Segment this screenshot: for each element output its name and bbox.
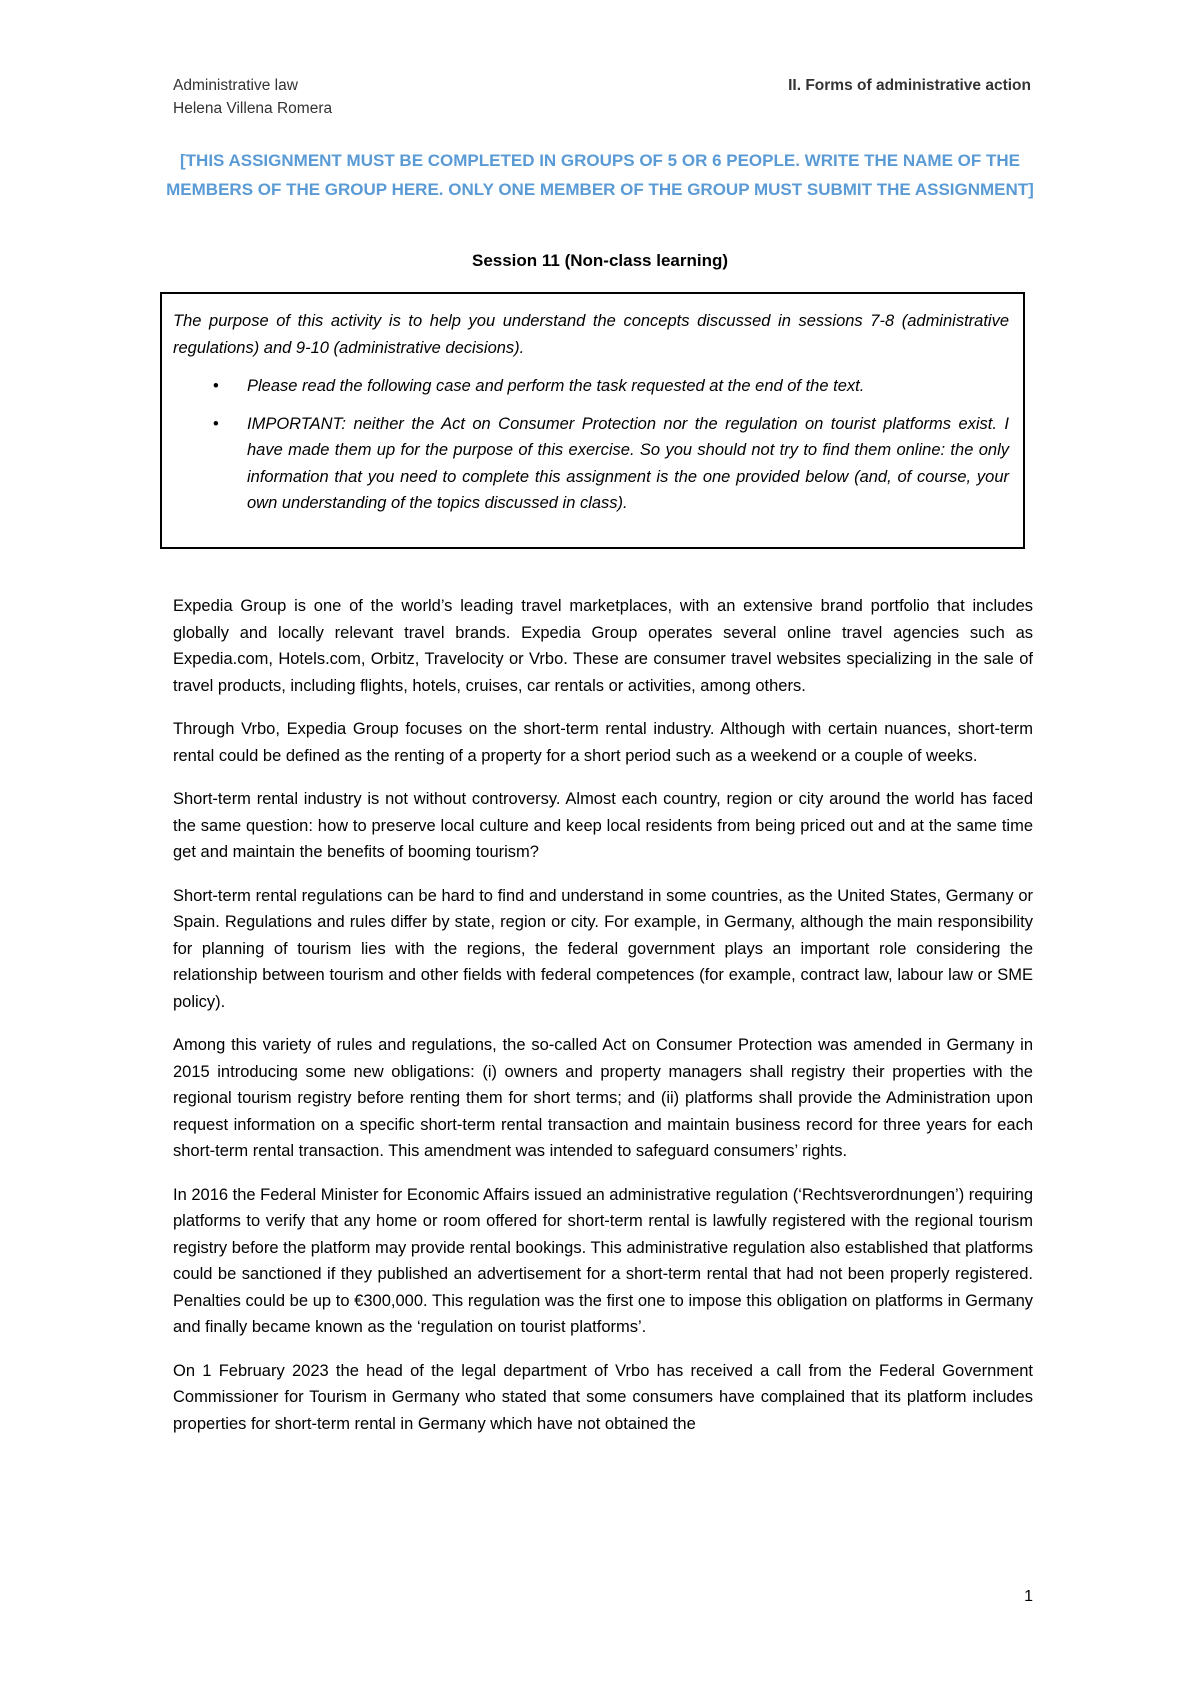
paragraph: Among this variety of rules and regulations, the so-called Act on Consumer Protection was amended in Germany in 2015 introducing some new obligations: (i) owners and property managers shall registry their properties with the regional tourism registry before renting them for short terms; and (ii) platforms shall provide the Administration upon request information on a specific short-term rental transaction and maintain business record for three years for each short-term rental transaction. This amendment was intended to safeguard consumers’ rights.: [173, 1036, 1033, 1160]
header-left: [173, 74, 332, 120]
course-title: Administrative law: [173, 77, 298, 94]
section-title: II. Forms of administrative action: [788, 77, 1031, 94]
paragraph: Through Vrbo, Expedia Group focuses on the short-term rental industry. Although with certain nuances, short-term rental could be defined as the renting of a property for a short period such as a weekend or a couple of weeks.: [173, 720, 1033, 765]
purpose-bullet-list: [173, 373, 1009, 517]
purpose-bullet: [173, 373, 1009, 400]
paragraph: Short-term rental industry is not without controversy. Almost each country, region or city around the world has faced the same question: how to preserve local culture and keep local residents from being priced out and at the same time get and maintain the benefits of booming tourism?: [173, 790, 1033, 861]
purpose-box: [160, 292, 1025, 549]
case-body: [173, 593, 1033, 1454]
bullet-icon: •: [213, 377, 219, 395]
page-number: 1: [1024, 1588, 1033, 1605]
paragraph: Expedia Group is one of the world’s leading travel marketplaces, with an extensive brand portfolio that includes globally and locally relevant travel brands. Expedia Group operates several online travel agencies such as Expedia.com, Hotels.com, Orbitz, Travelocity or Vrbo. These are consumer travel websites specializing in the sale of travel products, including flights, hotels, cruises, car rentals or activities, among others.: [173, 597, 1033, 695]
session-title: Session 11 (Non-class learning): [471, 251, 729, 270]
paragraph: In 2016 the Federal Minister for Economic Affairs issued an administrative regulation (‘Rechtsverordnungen’) requiring platforms to verify that any home or room offered for short-term rental is lawfully registered with the regional tourism registry before the platform may provide rental bookings. This administrative regulation also established that platforms could be sanctioned if they published an advertisement for a short-term rental that had not been properly registered. Penalties could be up to €300,000. This regulation was the first one to impose this obligation on platforms in Germany and finally became known as the ‘regulation on tourist platforms’.: [173, 1185, 1033, 1336]
author-name: Helena Villena Romera: [173, 100, 333, 117]
bullet-text: IMPORTANT: neither the Act on Consumer Protection nor the regulation on tourist platforms exist. I have made them up for the purpose of this exercise. So you should not try to find them online: the only information that you need to complete this assignment is the one provided below (and, of course, your own understanding of the topics discussed in class).: [247, 414, 1009, 512]
purpose-intro: The purpose of this activity is to help you understand the concepts discussed in sessions 7-8 (administrative regulations) and 9-10 (administrative decisions).: [173, 312, 1009, 357]
purpose-bullet: [173, 411, 1009, 517]
paragraph: On 1 February 2023 the head of the legal department of Vrbo has received a call from the Federal Government Commissioner for Tourism in Germany who stated that some consumers have complained that its platform includes properties for short-term rental in Germany which have not obtained the: [173, 1361, 1033, 1433]
bullet-text: Please read the following case and perform the task requested at the end of the text.: [247, 377, 865, 395]
bullet-icon: •: [213, 414, 219, 433]
paragraph: Short-term rental regulations can be hard to find and understand in some countries, as the United States, Germany or Spain. Regulations and rules differ by state, region or city. For example, in Germany, although the main responsibility for planning of tourism lies with the regions, the federal government plays an important role considering the relationship between tourism and other fields with federal competences (for example, contract law, labour law or SME policy).: [173, 886, 1033, 1011]
group-instruction: [THIS ASSIGNMENT MUST BE COMPLETED IN GROUPS OF 5 OR 6 PEOPLE. WRITE THE NAME OF THE MEMBERS OF THE GROUP HERE. ONLY ONE MEMBER OF THE GROUP MUST SUBMIT THE ASSIGNMENT]: [166, 151, 1034, 199]
